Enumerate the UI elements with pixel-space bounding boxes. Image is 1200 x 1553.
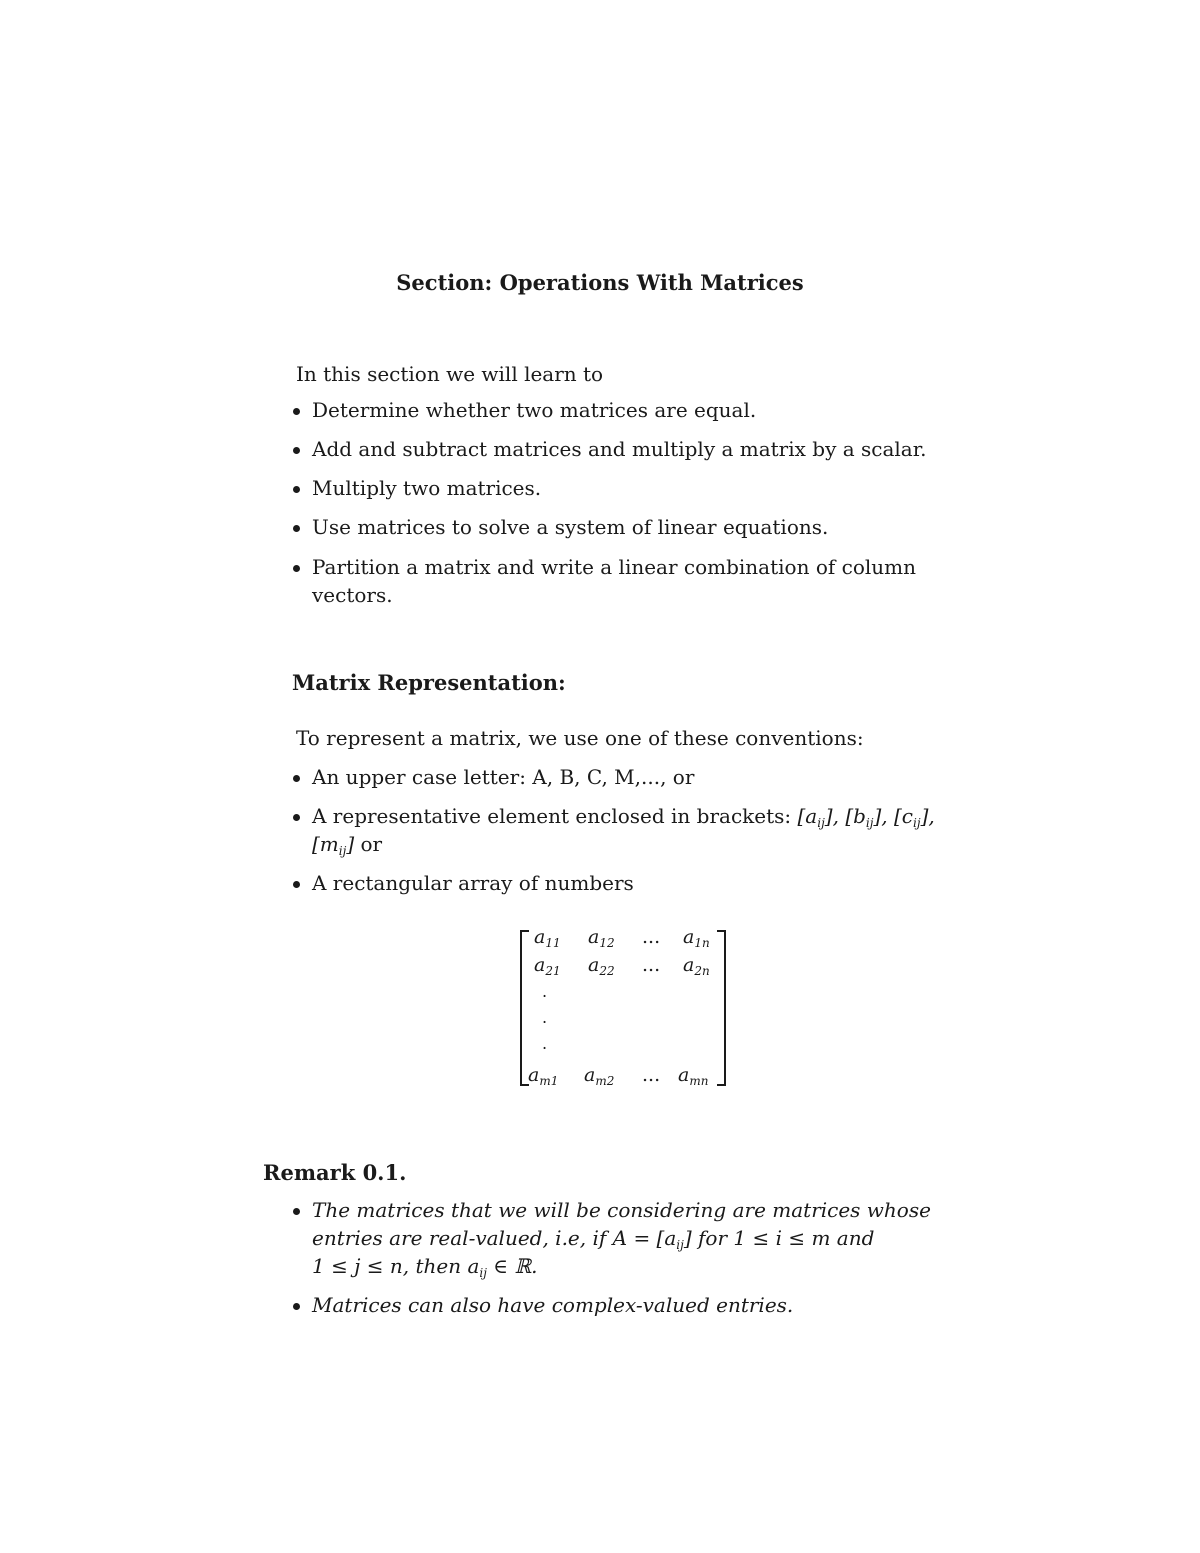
bullet-icon — [293, 565, 300, 572]
matrix-entry: $a_{2n}$ — [683, 954, 710, 978]
convention-item: A rectangular array of numbers — [312, 869, 634, 897]
matrix-ellipsis: ... — [642, 954, 661, 976]
remark-heading: Remark 0.1. — [263, 1160, 407, 1185]
bullet-icon — [293, 1208, 300, 1215]
matrix-entry: $a_{1n}$ — [683, 926, 710, 950]
vertical-dot: . — [542, 1034, 548, 1053]
vertical-dot: . — [542, 982, 548, 1001]
page-title: Section: Operations With Matrices — [396, 270, 804, 295]
left-bracket — [520, 930, 529, 1086]
bullet-icon — [293, 408, 300, 415]
matrix-entry: $a_{22}$ — [588, 954, 615, 978]
bullet-icon — [293, 775, 300, 782]
matrix-representation-heading: Matrix Representation: — [292, 670, 566, 695]
bullet-icon — [293, 447, 300, 454]
bullet-icon — [293, 1303, 300, 1310]
objective-item: Determine whether two matrices are equal. — [312, 396, 756, 424]
matrix-entry: $a_{m1}$ — [528, 1064, 559, 1088]
matrix-entry: $a_{12}$ — [588, 926, 615, 950]
objective-item: Partition a matrix and write a linear combination of column vectors. — [312, 553, 936, 609]
matrix-entry: $a_{21}$ — [534, 954, 561, 978]
matrix-representation-intro: To represent a matrix, we use one of these conventions: — [296, 726, 864, 750]
bullet-icon — [293, 486, 300, 493]
matrix-entry: $a_{mn}$ — [678, 1064, 709, 1088]
matrix-entry: $a_{11}$ — [534, 926, 561, 950]
matrix-ellipsis: ... — [642, 1064, 661, 1086]
vertical-dot: . — [542, 1008, 548, 1027]
convention-item: A representative element enclosed in brackets: $[a_{ij}]$, $[b_{ij}]$, $[c_{ij}]$, $[m_{ij}]$ or — [312, 802, 942, 858]
objective-item: Use matrices to solve a system of linear equations. — [312, 513, 828, 541]
right-bracket — [717, 930, 726, 1086]
intro-text: In this section we will learn to — [296, 362, 604, 386]
objective-item: Add and subtract matrices and multiply a matrix by a scalar. — [312, 435, 926, 463]
remark-item: The matrices that we will be considering are matrices whose entries are real-valued, i.e, if $A = [a_{ij}]$ for 1 ≤ i ≤ m and 1 ≤ j ≤ n, then $a_{ij}$ ∈ ℝ. — [312, 1196, 942, 1280]
objective-item: Multiply two matrices. — [312, 474, 541, 502]
bullet-icon — [293, 881, 300, 888]
convention-item: An upper case letter: A, B, C, M,..., or — [312, 763, 694, 791]
matrix-ellipsis: ... — [642, 926, 661, 948]
matrix-entry: $a_{m2}$ — [584, 1064, 615, 1088]
general-matrix — [518, 926, 728, 1086]
bullet-icon — [293, 814, 300, 821]
bullet-icon — [293, 525, 300, 532]
remark-item: Matrices can also have complex-valued entries. — [312, 1291, 793, 1319]
